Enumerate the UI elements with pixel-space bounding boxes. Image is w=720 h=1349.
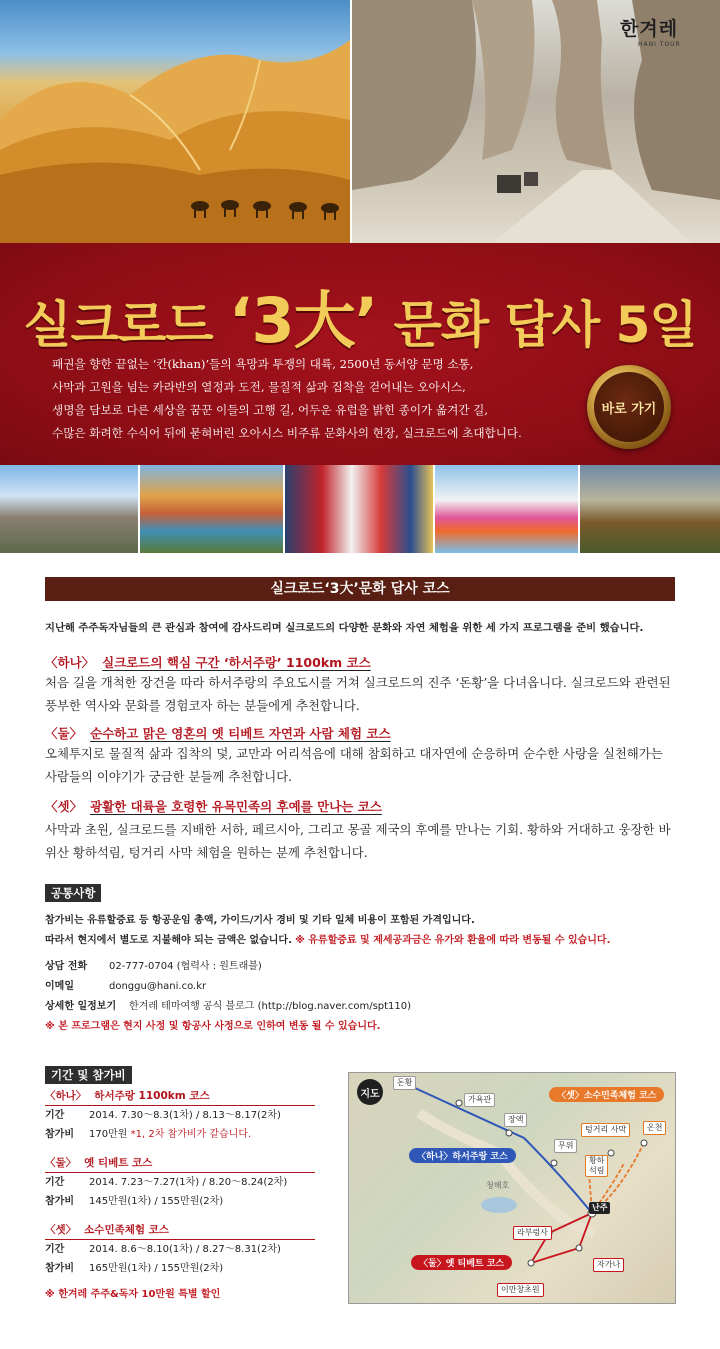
place-langmu: 이만창초원: [497, 1283, 544, 1297]
phone-value[interactable]: 02-777-0704 (협력사 : 원트래블): [109, 961, 262, 972]
desert-caravan-photo: [0, 0, 350, 243]
period-value: 2014. 7.30～8.3(1차) / 8.13～8.17(2차): [89, 1110, 281, 1121]
common-heading: 공통사항: [45, 884, 101, 902]
group-number: 〈셋〉: [45, 1224, 77, 1236]
place-zhangye: 장액: [504, 1113, 527, 1127]
intro-line: 사막과 고원을 넘는 카라반의 열정과 도전, 물질적 삶과 집착을 걷어내는 오아시스,: [52, 380, 466, 394]
goto-button-face: [594, 372, 664, 442]
discount-note: ※ 한겨레 주주&독자 10만원 특별 할인: [45, 1289, 221, 1300]
logo-subtext: HANI TOUR: [638, 41, 681, 48]
title-banner: [0, 243, 720, 465]
course-section-heading: 실크로드‘3大’문화 답사 코스: [45, 577, 675, 601]
common-note: ※ 유류할증료 및 제세공과금은 유가와 환율에 따라 변동될 수 있습니다.: [295, 935, 611, 946]
course-number: 〈하나〉: [45, 655, 95, 670]
place-jiayuguan: 가욕관: [464, 1093, 495, 1107]
fee-label: 참가비: [45, 1196, 74, 1207]
period-label: 기간: [45, 1110, 65, 1121]
blog-link[interactable]: 한겨레 테마여행 공식 블로그 (http://blog.naver.com/spt110): [129, 1001, 412, 1012]
common-line: 따라서 현지에서 별도로 지불해야 되는 금액은 없습니다.: [45, 935, 292, 946]
fee-row: [45, 1125, 325, 1144]
price-group-three: [45, 1222, 325, 1278]
price-table: [45, 1088, 325, 1300]
intro-line: 생명을 담보로 다른 세상을 꿈꾼 이들의 고행 길, 어두운 유럽을 밝힌 종이가 옮겨간 길,: [52, 403, 489, 417]
group-name: 하서주랑 1100km 코스: [94, 1090, 210, 1102]
place-wenquan: 온천: [643, 1121, 666, 1135]
price-group-heading: [45, 1088, 315, 1106]
place-huanghe-line: 황하: [589, 1156, 605, 1165]
place-lanzhou: 난주: [589, 1202, 610, 1214]
fee-label: 참가비: [45, 1263, 74, 1274]
common-info: [45, 911, 685, 1037]
phone-label: 상담 전화: [45, 961, 88, 972]
course-two-body: 오체투지로 물질적 삶과 집착의 덫, 교만과 어리석음에 대해 참회하고 대자연에 순응하며 순수한 사랑을 실천해가는 사람들의 이야기가 궁금한 분들께 추천합니다.: [45, 746, 663, 784]
logo-text: 한겨레: [620, 18, 679, 40]
goto-button[interactable]: [587, 365, 671, 449]
canyon-river-photo: [140, 465, 285, 553]
fee-value: 170만원: [89, 1129, 128, 1140]
title-part-3dae: ‘3大’: [228, 284, 378, 357]
group-number: 〈둘〉: [45, 1157, 77, 1169]
festival-photo: [435, 465, 580, 553]
price-group-two: [45, 1155, 325, 1211]
title-part-silkroad: 실크로드: [23, 296, 229, 354]
page-title: [0, 271, 720, 360]
period-value: 2014. 7.23～7.27(1차) / 8.20～8.24(2차): [89, 1177, 288, 1188]
fee-value: 145만원(1차) / 155만원(2차): [89, 1196, 224, 1207]
course-lead: 지난해 주주독자님들의 큰 관심과 참여에 감사드리며 실크로드의 다양한 문화와 자연 체험을 위한 세 가지 프로그램을 준비 했습니다.: [45, 622, 644, 634]
intro-line: 패권을 향한 끝없는 ‘칸(khan)’들의 욕망과 투쟁의 대륙, 2500년 동서양 문명 소통,: [52, 357, 474, 371]
blog-label: 상세한 일정보기: [45, 1001, 117, 1012]
intro-text: [52, 353, 592, 445]
course-one-heading[interactable]: [45, 653, 371, 671]
route-three-label: 〈셋〉소수민족체험 코스: [549, 1087, 664, 1102]
email-label: 이메일: [45, 981, 74, 992]
title-part-tour: 문화 답사 5일: [377, 296, 697, 354]
email-value[interactable]: donggu@hani.co.kr: [109, 981, 207, 992]
route-lines: [349, 1073, 676, 1304]
price-group-heading: [45, 1155, 315, 1173]
group-name: 소수민족체험 코스: [84, 1224, 169, 1236]
group-name: 옛 티베트 코스: [84, 1157, 153, 1169]
group-number: 〈하나〉: [45, 1090, 87, 1102]
place-wuwei: 무위: [554, 1139, 577, 1153]
period-value: 2014. 8.6～8.10(1차) / 8.27～8.31(2차): [89, 1244, 281, 1255]
course-one-body: 처음 길을 개척한 장건을 따라 하서주랑의 주요도시를 거쳐 실크로드의 진주 ‘돈황’을 다녀옵니다. 실크로드와 관련된 풍부한 역사와 문화를 경험코자 하는 분들에게 추천합니다.: [45, 675, 671, 713]
period-label: 기간: [45, 1177, 65, 1188]
snow-mountain-photo: [0, 465, 140, 553]
fee-row: [45, 1192, 325, 1211]
fee-note: *1, 2차 참가비가 같습니다.: [130, 1129, 252, 1140]
temple-photo: [580, 465, 720, 553]
place-dunhuang: 돈황: [393, 1076, 416, 1090]
course-title: 광활한 대륙을 호령한 유목민족의 후예를 만나는 코스: [90, 799, 382, 814]
period-row: [45, 1106, 325, 1125]
fee-value: 165만원(1차) / 155만원(2차): [89, 1263, 224, 1274]
course-three-heading[interactable]: [45, 797, 382, 815]
photo-strip: [0, 465, 720, 553]
qinghai-lake: [481, 1197, 517, 1213]
fee-row: [45, 1259, 325, 1278]
place-huanghe-stone-forest: [585, 1155, 608, 1177]
price-group-one: [45, 1088, 325, 1144]
hankyoreh-logo[interactable]: [620, 14, 708, 48]
period-label: 기간: [45, 1244, 65, 1255]
course-two-heading[interactable]: [45, 724, 391, 742]
route-one-label: 〈하나〉하서주랑 코스: [409, 1148, 516, 1163]
goto-button-label: 바로 가기: [601, 401, 657, 417]
course-three-body: 사막과 초원, 실크로드를 지배한 서하, 페르시아, 그리고 몽골 제국의 후예를 만나는 기회. 황하와 거대하고 웅장한 바위산 황하석림, 텅거리 사막 체험을 원하는 분께 추천합니다.: [45, 822, 671, 860]
hero-photos: [0, 0, 720, 243]
map-title: 지도: [357, 1079, 383, 1105]
intro-line: 수많은 화려한 수식어 뒤에 묻혀버린 오아시스 비주류 문화사의 현장, 실크로드에 초대합니다.: [52, 426, 522, 440]
fee-label: 참가비: [45, 1129, 74, 1140]
period-row: [45, 1173, 325, 1192]
course-number: 〈셋〉: [45, 799, 83, 814]
price-group-heading: [45, 1222, 315, 1240]
period-row: [45, 1240, 325, 1259]
route-map: [348, 1072, 676, 1304]
route-two-label: 〈둘〉옛 티베트 코스: [411, 1255, 512, 1270]
place-tengger-desert: 텅거리 사막: [581, 1123, 630, 1137]
common-line: 참가비는 유류할증료 등 항공운임 총액, 가이드/기사 경비 및 기타 일체 비용이 포함된 가격입니다.: [45, 915, 475, 926]
course-number: 〈둘〉: [45, 726, 83, 741]
place-huanghe-line: 석림: [589, 1166, 605, 1175]
place-xiahe: 자가나: [593, 1258, 624, 1272]
place-labrang: 라부렁사: [513, 1226, 552, 1240]
price-heading: 기간 및 참가비: [45, 1066, 132, 1084]
course-title: 실크로드의 핵심 구간 ‘하서주랑’ 1100km 코스: [102, 655, 371, 670]
place-qinghai-lake: 청해호: [486, 1181, 510, 1190]
ethnic-costume-photo: [285, 465, 435, 553]
change-notice: ※ 본 프로그램은 현지 사정 및 항공사 사정으로 인하여 변동 될 수 있습니다.: [45, 1021, 381, 1032]
course-title: 순수하고 맑은 영혼의 옛 티베트 자연과 사람 체험 코스: [90, 726, 391, 741]
